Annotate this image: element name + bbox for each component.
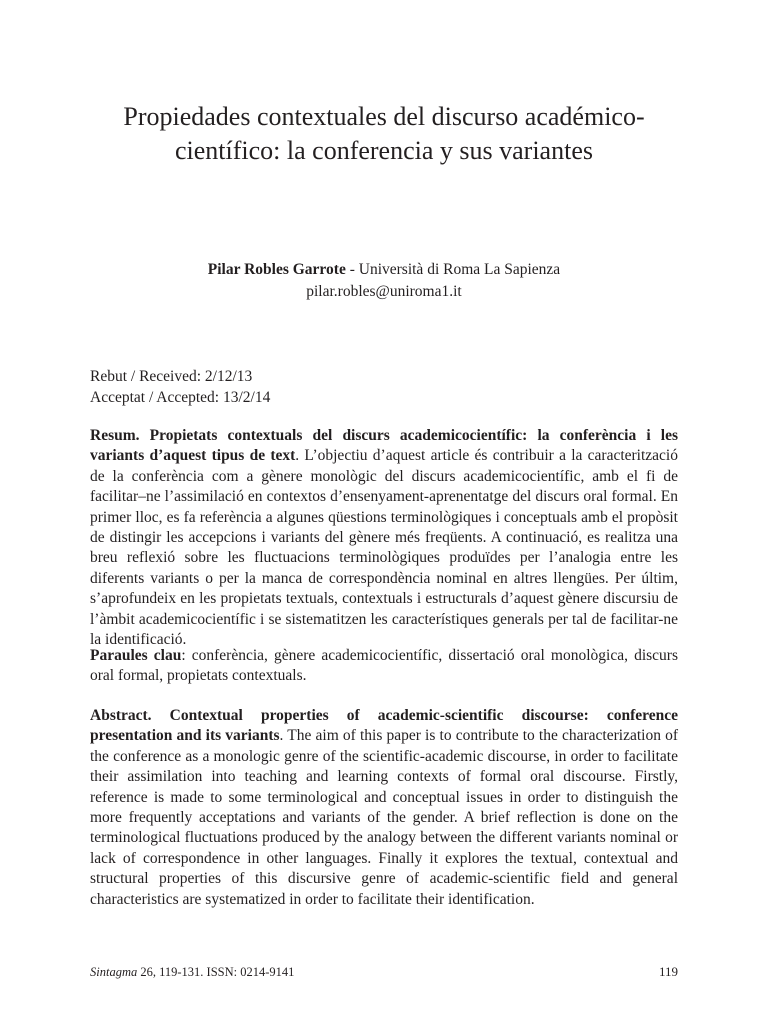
author-block (90, 259, 678, 303)
abstract-heading: Abstract. Contextual properties of academic-scientific discourse: conference presentation and its variants (90, 707, 678, 745)
journal-name: Sintagma (90, 965, 138, 979)
author-line (90, 259, 678, 281)
title-line-2: científico: la conferencia y sus variantes (175, 136, 593, 165)
resum-paragraph (90, 426, 678, 650)
submission-dates (90, 366, 678, 408)
page-footer (90, 964, 678, 980)
keywords-text: : conferència, gènere academicocientífic, dissertació oral monològica, discurs oral formal, propietats contextuals. (90, 647, 678, 685)
title-line-1: Propiedades contextuales del discurso académico- (123, 102, 645, 131)
abstract-text: . The aim of this paper is to contribute to the characterization of the conference as a monologic genre of the scientific-academic discourse, in order to facilitate their assimilation into teaching and learning contexts of formal oral discourse. Firstly, reference is made to some terminological and conceptual issues in order to distinguish the more frequently acceptations and variants of the gender. A brief reflection is done on the terminological fluctuations produced by the analogy between the different variants nominal or lack of correspondence in other languages. Finally it explores the textual, contextual and structural properties of this discursive genre of academic-scientific field and general characteristics are systematized in order to facilitate their identification. (90, 727, 678, 908)
author-separator: - (345, 261, 359, 278)
author-affiliation: Università di Roma La Sapienza (358, 261, 561, 278)
accepted-date: Acceptat / Accepted: 13/2/14 (90, 389, 271, 406)
author-name: Pilar Robles Garrote (207, 261, 346, 278)
resum-text: . L’objectiu d’aquest article és contribuir a la caracterització de la conferència com a gènere monològic del discurs academicocientífic, amb el fi de facilitar–ne l’assimilació en contextos d’ensenyament-aprenentatge del discurs oral formal. En primer lloc, es fa referència a algunes qüestions terminològiques i conceptuals amb el propòsit de distingir les accepcions i variants del gènere més freqüents. A continuació, es realitza una breu reflexió sobre les fluctuacions terminològiques produïdes per l’analogia entre les diferents variants o per la manca de correspondència nominal en altres llengües. Per últim, s’aprofundeix en les propietats textuals, contextuals i estructurals d’aquest gènere discursiu de l’àmbit academicocientífic i se sistematitzen les característiques generals per tal de facilitar-ne la identificació. (90, 447, 678, 649)
resum-heading: Resum. Propietats contextuals del discurs academicocientífic: la conferència i les variants d’aquest tipus de text (90, 427, 678, 465)
author-email: pilar.robles@uniroma1.it (306, 283, 462, 300)
keywords-paragraph (90, 646, 678, 687)
page-number: 119 (658, 964, 678, 979)
article-title (90, 100, 678, 168)
keywords-label: Paraules clau (90, 647, 182, 664)
abstract-paragraph (90, 706, 678, 910)
journal-citation: 26, 119-131. ISSN: 0214-9141 (137, 965, 295, 979)
received-date: Rebut / Received: 2/12/13 (90, 368, 253, 385)
